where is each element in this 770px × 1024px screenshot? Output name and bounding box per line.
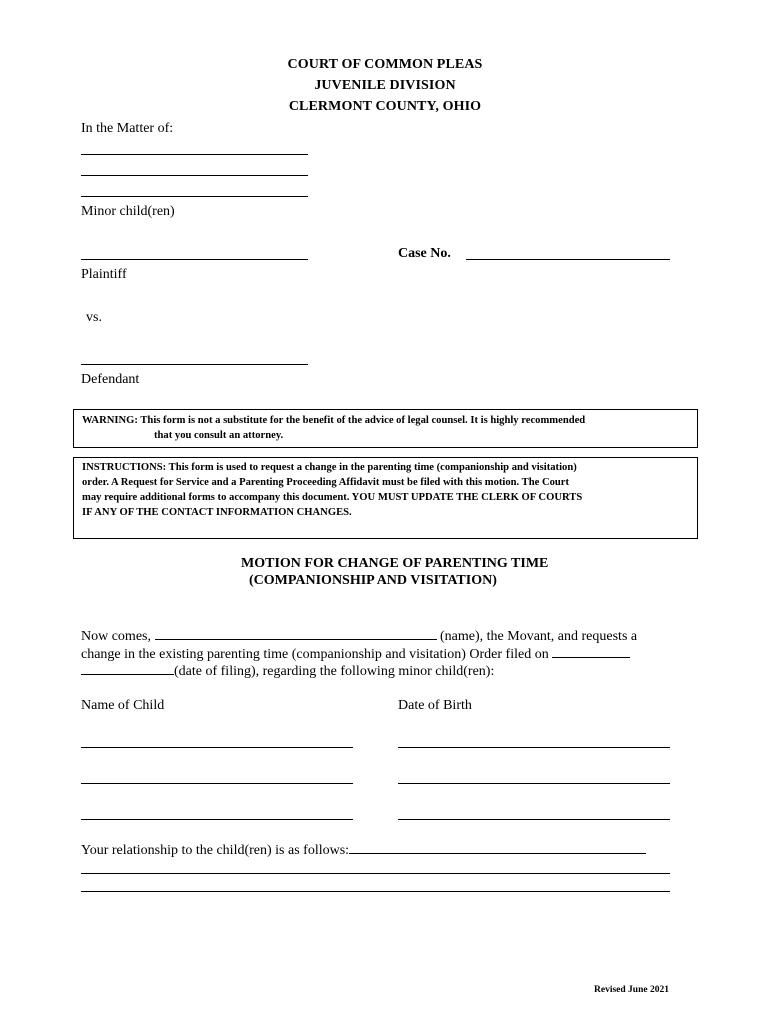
minor-children-label: Minor child(ren) (81, 204, 175, 219)
child-dob-field-2[interactable] (398, 783, 670, 784)
relationship-field-1[interactable] (349, 841, 646, 854)
date-of-birth-header: Date of Birth (398, 698, 472, 713)
movant-text: (name), the Movant, and requests a (436, 629, 638, 644)
revision-date: Revised June 2021 (594, 985, 669, 995)
relationship-text: Your relationship to the child(ren) is as follows: (81, 843, 350, 858)
motion-title-line-1: MOTION FOR CHANGE OF PARENTING TIME (241, 556, 549, 571)
defendant-line[interactable] (81, 364, 308, 365)
instructions-box (73, 457, 698, 539)
now-comes-text: Now comes, (81, 629, 155, 644)
case-number-label: Case No. (398, 246, 451, 261)
child-name-field-2[interactable] (81, 783, 353, 784)
warning-text-line-2: that you consult an attorney. (154, 430, 284, 441)
child-dob-field-1[interactable] (398, 747, 670, 748)
order-date-field[interactable] (552, 645, 630, 658)
relationship-field-2[interactable] (81, 873, 670, 874)
instructions-line-3: may require additional forms to accompany this document. YOU MUST UPDATE THE CLERK OF COURTS (82, 492, 583, 503)
plaintiff-line[interactable] (81, 259, 308, 260)
court-name: COURT OF COMMON PLEAS (287, 57, 483, 72)
county-name: CLERMONT COUNTY, OHIO (288, 99, 482, 114)
order-filed-text: change in the existing parenting time (companionship and visitation) Order filed on (81, 647, 553, 662)
versus-label: vs. (86, 310, 102, 325)
warning-box (73, 409, 698, 448)
order-sentence (81, 645, 630, 664)
defendant-label: Defendant (81, 372, 140, 387)
filing-date-sentence (81, 662, 494, 681)
division-name: JUVENILE DIVISION (314, 78, 456, 93)
date-of-filing-text: (date of filing), regarding the following minor child(ren): (174, 664, 495, 679)
warning-text-line-1: WARNING: This form is not a substitute for the benefit of the advice of legal counsel. It is highly recommended (82, 415, 586, 426)
case-number-line[interactable] (466, 259, 670, 260)
plaintiff-label: Plaintiff (81, 267, 127, 282)
matter-line-1[interactable] (81, 154, 308, 155)
filing-date-field[interactable] (81, 662, 174, 675)
matter-line-3[interactable] (81, 196, 308, 197)
relationship-field-3[interactable] (81, 891, 670, 892)
child-name-field-1[interactable] (81, 747, 353, 748)
motion-title-line-2: (COMPANIONSHIP AND VISITATION) (249, 573, 497, 588)
instructions-line-1: INSTRUCTIONS: This form is used to request a change in the parenting time (companionship and visitation) (82, 462, 577, 473)
movant-name-field[interactable] (155, 627, 437, 640)
child-dob-field-3[interactable] (398, 819, 670, 820)
child-name-field-3[interactable] (81, 819, 353, 820)
matter-line-2[interactable] (81, 175, 308, 176)
in-the-matter-label: In the Matter of: (81, 121, 174, 136)
relationship-sentence (81, 841, 646, 860)
name-of-child-header: Name of Child (81, 698, 165, 713)
instructions-line-2: order. A Request for Service and a Parenting Proceeding Affidavit must be filed with this motion. The Court (82, 477, 570, 488)
instructions-line-4: IF ANY OF THE CONTACT INFORMATION CHANGES. (82, 507, 352, 518)
movant-sentence (81, 627, 637, 646)
